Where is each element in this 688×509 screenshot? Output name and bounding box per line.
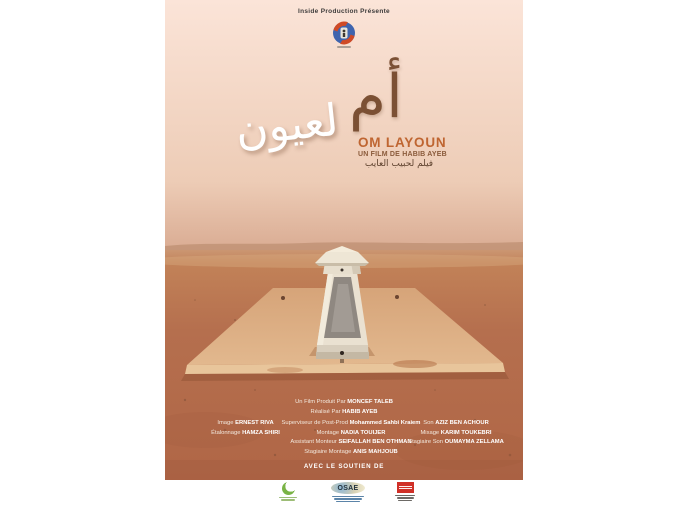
credit-line: Mixage KARIM TOUKEBRI [420,429,492,436]
rosa-caption-lines [395,495,415,501]
title-arabic-secondary: لعيون [233,94,341,157]
credit-produced: Un Film Produit Par MONCEF TALEB [295,399,393,405]
inside-production-logo [332,21,356,52]
credit-line: Étalonnage HAMZA SHIRI [211,429,280,436]
osae-badge-icon [331,482,365,494]
credit-line: Stagiaire Son OUMAYMA ZELLAMA [408,439,504,446]
rosa-red-square-icon [397,482,414,493]
inside-production-logo-caption [337,46,351,48]
support-line: AVEC LE SOUTIEN DE [303,463,385,470]
title-latin: OM LAYOUN [358,135,447,150]
inside-production-logo-icon [332,21,356,45]
sponsor-strip [0,480,688,509]
credit-line: Image ERNEST RIVA [217,420,274,426]
title-byline-arabic: فيلم لحبيب العايب [364,159,434,169]
green-logo-caption-lines [279,497,297,501]
credit-line: Superviseur de Post-Prod Mohammed Sahbi Kraiem [281,420,421,426]
credits-producer-director [165,398,523,417]
osae-label: OSAE [337,484,359,492]
credits-column-right [381,419,523,448]
credit-line: Stagiaire Montage ANIS MAHJOUB [304,448,398,455]
title-arabic-main: أم [349,62,403,132]
osae-caption-lines [332,496,364,502]
credit-line: Montage NADIA TOUIJER [316,429,386,436]
credit-directed: Réalisé Par HABIB AYEB [310,408,378,415]
credit-line: Assistant Monteur SEIFALLAH BEN OTHMAN [290,439,412,446]
credit-line: Son AZIZ BEN ACHOUR [423,420,489,426]
presenter-line: Inside Production Présente [298,8,390,15]
rosa-luxemburg-logo [390,482,420,501]
osae-logo [328,482,368,502]
film-poster [165,0,523,480]
green-crescent-icon [282,482,295,495]
green-institute-logo [274,482,302,501]
title-byline: UN FILM DE HABIB AYEB [358,151,447,158]
